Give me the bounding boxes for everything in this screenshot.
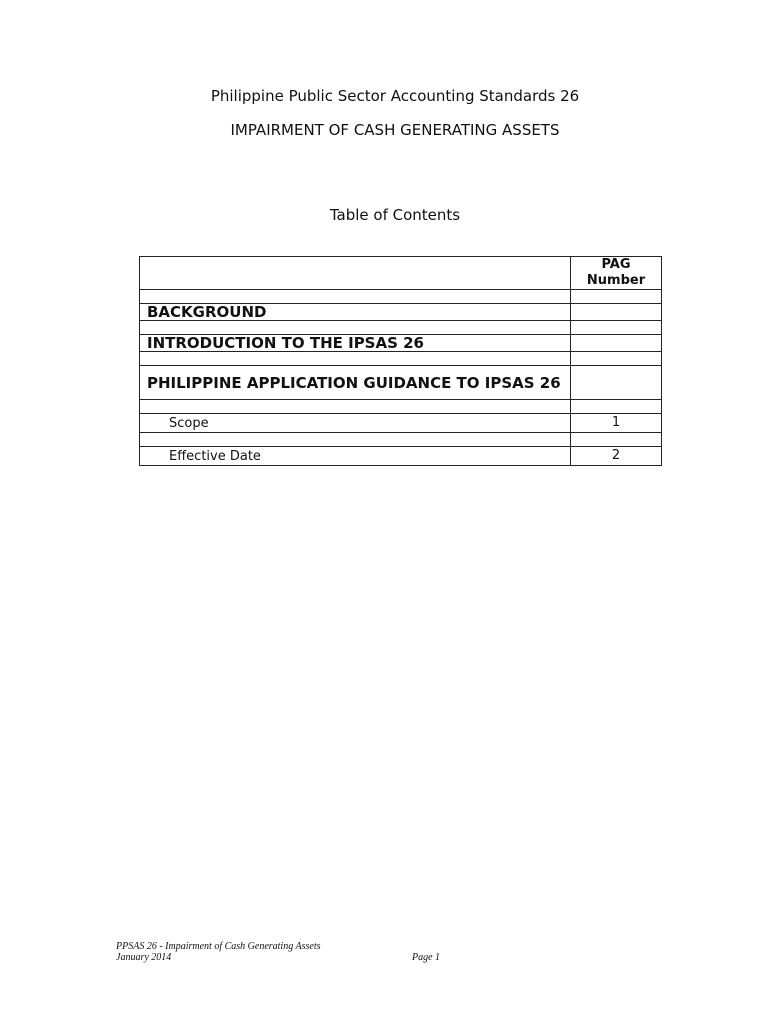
toc-section-label[interactable]: INTRODUCTION TO THE IPSAS 26 [140,335,571,352]
toc-item-row [140,414,662,433]
toc-spacer-row [140,290,662,304]
toc-item-page: 2 [571,447,662,466]
toc-section-page [571,304,662,321]
toc-item-page: 1 [571,414,662,433]
toc-item-cell [140,447,571,466]
toc-item-label[interactable]: Effective Date [169,449,261,464]
toc-header-blank-cell [140,257,571,290]
document-title: Philippine Public Sector Accounting Standards 26 [210,87,580,105]
toc-item-cell [140,414,571,433]
footer-page-number: Page 1 [412,952,441,963]
toc-spacer-row [140,433,662,447]
table-of-contents [139,256,662,466]
toc-section-page [571,335,662,352]
toc-heading: Table of Contents [329,206,461,224]
toc-header-row [140,257,662,290]
footer-date: January 2014 [116,952,172,963]
footer-document-name: PPSAS 26 - Impairment of Cash Generating Assets [116,941,321,952]
page-column-header: PAG Number [571,257,662,290]
toc-item-label[interactable]: Scope [169,416,209,431]
document-subtitle: IMPAIRMENT OF CASH GENERATING ASSETS [230,121,560,139]
toc-spacer-row [140,321,662,335]
toc-spacer-row [140,352,662,366]
toc-spacer-row [140,400,662,414]
toc-section-label[interactable]: BACKGROUND [140,304,571,321]
toc-section-row [140,366,662,400]
toc-section-label[interactable]: PHILIPPINE APPLICATION GUIDANCE TO IPSAS 26 [140,366,571,400]
toc-section-row [140,335,662,352]
toc-item-row [140,447,662,466]
toc-section-row [140,304,662,321]
toc-section-page [571,366,662,400]
